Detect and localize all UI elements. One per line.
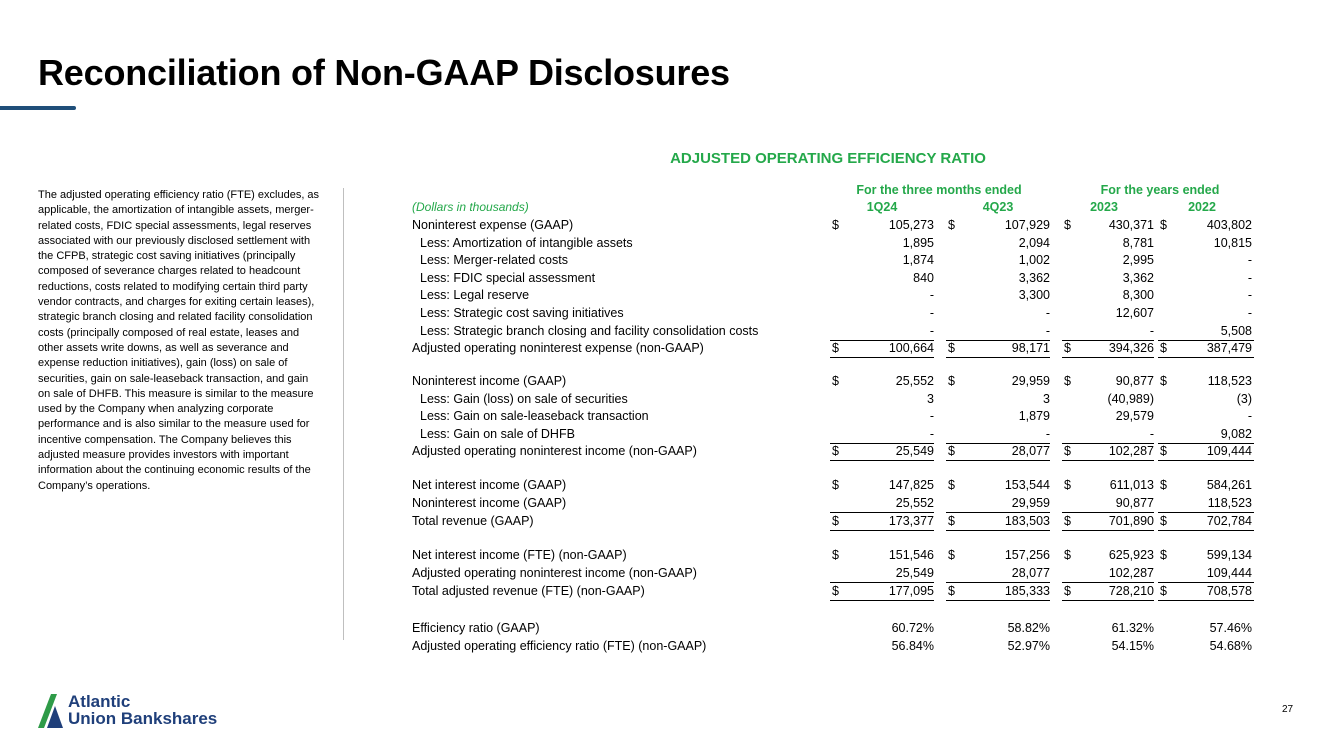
units-label: (Dollars in thousands) bbox=[412, 200, 529, 214]
cell-value: 3,300 bbox=[1018, 288, 1050, 302]
total-rule bbox=[1062, 460, 1154, 461]
cell-value: 1,879 bbox=[1018, 409, 1050, 423]
dollar-sign: $ bbox=[1064, 478, 1071, 492]
cell-value: 611,013 bbox=[1109, 478, 1154, 492]
cell-value: (40,989) bbox=[1107, 392, 1154, 406]
table-row bbox=[412, 287, 1254, 304]
cell-value: 840 bbox=[913, 271, 934, 285]
dollar-sign: $ bbox=[1064, 341, 1071, 355]
row-label: Net interest income (FTE) (non-GAAP) bbox=[412, 548, 627, 562]
cell-value: 105,273 bbox=[888, 218, 934, 232]
cell-value: 183,503 bbox=[1004, 514, 1050, 528]
cell-value: 118,523 bbox=[1207, 496, 1252, 510]
total-rule bbox=[830, 357, 934, 358]
cell-value: - bbox=[929, 324, 934, 338]
cell-value: 28,077 bbox=[1011, 566, 1050, 580]
cell-value: 403,802 bbox=[1206, 218, 1252, 232]
cell-value: 8,300 bbox=[1122, 288, 1154, 302]
cell-value: 1,895 bbox=[902, 236, 934, 250]
cell-value: 3 bbox=[927, 392, 934, 406]
logo-line-2: Union Bankshares bbox=[68, 709, 218, 728]
cell-value: 28,077 bbox=[1011, 444, 1050, 458]
column-header-1q24: 1Q24 bbox=[866, 200, 898, 214]
cell-value: - bbox=[929, 288, 934, 302]
row-label: Noninterest expense (GAAP) bbox=[412, 218, 574, 232]
row-label: Efficiency ratio (GAAP) bbox=[412, 621, 540, 635]
dollar-sign: $ bbox=[948, 478, 955, 492]
cell-value: - bbox=[929, 409, 934, 423]
page-number: 27 bbox=[1282, 704, 1294, 715]
page-title: Reconciliation of Non-GAAP Disclosures bbox=[38, 52, 730, 93]
cell-value: 1,002 bbox=[1018, 253, 1050, 267]
cell-value: 151,546 bbox=[888, 548, 934, 562]
table-row bbox=[412, 340, 1254, 357]
group-header-quarters: For the three months ended bbox=[856, 183, 1022, 197]
total-rule bbox=[830, 530, 934, 531]
table-title: ADJUSTED OPERATING EFFICIENCY RATIO bbox=[670, 150, 986, 167]
cell-value: 1,874 bbox=[902, 253, 934, 267]
dollar-sign: $ bbox=[832, 584, 839, 598]
cell-value: 701,890 bbox=[1108, 514, 1154, 528]
total-rule bbox=[1062, 600, 1154, 601]
cell-value: - bbox=[1247, 306, 1252, 320]
company-logo bbox=[38, 693, 268, 729]
cell-value: 2,995 bbox=[1122, 253, 1154, 267]
cell-value: 60.72% bbox=[891, 621, 934, 635]
cell-value: 29,579 bbox=[1115, 409, 1154, 423]
cell-value: 100,664 bbox=[888, 341, 934, 355]
cell-value: - bbox=[1045, 306, 1050, 320]
dollar-sign: $ bbox=[1160, 478, 1167, 492]
row-label: Adjusted operating noninterest income (non-GAAP) bbox=[412, 566, 697, 580]
total-rule bbox=[1158, 530, 1254, 531]
cell-value: 394,326 bbox=[1108, 341, 1154, 355]
cell-value: 107,929 bbox=[1004, 218, 1050, 232]
cell-value: 61.32% bbox=[1111, 621, 1154, 635]
dollar-sign: $ bbox=[832, 341, 839, 355]
table-row bbox=[412, 426, 1254, 443]
total-rule bbox=[830, 600, 934, 601]
total-rule bbox=[946, 460, 1050, 461]
column-header-2023: 2023 bbox=[1090, 200, 1118, 214]
dollar-sign: $ bbox=[1064, 584, 1071, 598]
table-row bbox=[412, 305, 1254, 322]
cell-value: 25,549 bbox=[895, 566, 934, 580]
cell-value: - bbox=[1247, 253, 1252, 267]
cell-value: 5,508 bbox=[1220, 324, 1252, 338]
table-row bbox=[412, 495, 1254, 512]
cell-value: 109,444 bbox=[1206, 566, 1252, 580]
table-row bbox=[412, 443, 1254, 460]
cell-value: - bbox=[1247, 288, 1252, 302]
cell-value: 54.15% bbox=[1111, 639, 1154, 653]
table-row bbox=[412, 235, 1254, 252]
dollar-sign: $ bbox=[832, 444, 839, 458]
dollar-sign: $ bbox=[832, 218, 839, 232]
row-label: Adjusted operating noninterest expense (non-GAAP) bbox=[412, 341, 704, 355]
dollar-sign: $ bbox=[948, 584, 955, 598]
table-row bbox=[412, 408, 1254, 425]
row-label: Adjusted operating efficiency ratio (FTE) (non-GAAP) bbox=[412, 639, 707, 653]
cell-value: 56.84% bbox=[891, 639, 934, 653]
cell-value: 3,362 bbox=[1018, 271, 1050, 285]
cell-value: - bbox=[1247, 409, 1252, 423]
cell-value: 90,877 bbox=[1115, 374, 1154, 388]
table-row bbox=[412, 252, 1254, 269]
dollar-sign: $ bbox=[948, 548, 955, 562]
cell-value: 3,362 bbox=[1122, 271, 1154, 285]
cell-value: 29,959 bbox=[1011, 374, 1050, 388]
cell-value: - bbox=[1045, 427, 1050, 441]
cell-value: - bbox=[1149, 324, 1154, 338]
row-label: Noninterest income (GAAP) bbox=[412, 374, 567, 388]
row-label: Less: Amortization of intangible assets bbox=[420, 236, 633, 250]
cell-value: 58.82% bbox=[1007, 621, 1050, 635]
cell-value: - bbox=[1045, 324, 1050, 338]
dollar-sign: $ bbox=[1160, 444, 1167, 458]
cell-value: - bbox=[1149, 427, 1154, 441]
dollar-sign: $ bbox=[1160, 548, 1167, 562]
dollar-sign: $ bbox=[948, 218, 955, 232]
dollar-sign: $ bbox=[1160, 218, 1167, 232]
title-underline-rule bbox=[0, 106, 76, 110]
logo-text bbox=[68, 693, 217, 727]
cell-value: 57.46% bbox=[1209, 621, 1252, 635]
cell-value: 12,607 bbox=[1115, 306, 1154, 320]
table-row bbox=[412, 391, 1254, 408]
cell-value: 147,825 bbox=[888, 478, 934, 492]
dollar-sign: $ bbox=[1160, 341, 1167, 355]
row-label: Less: Legal reserve bbox=[420, 288, 530, 302]
dollar-sign: $ bbox=[1160, 374, 1167, 388]
table-row bbox=[412, 547, 1254, 564]
cell-value: - bbox=[1247, 271, 1252, 285]
cell-value: 25,552 bbox=[895, 374, 934, 388]
cell-value: - bbox=[929, 427, 934, 441]
row-label: Net interest income (GAAP) bbox=[412, 478, 567, 492]
table-row bbox=[412, 565, 1254, 582]
table-row bbox=[412, 373, 1254, 390]
dollar-sign: $ bbox=[948, 374, 955, 388]
total-rule bbox=[1158, 600, 1254, 601]
total-rule bbox=[1062, 357, 1154, 358]
cell-value: 177,095 bbox=[888, 584, 934, 598]
cell-value: 109,444 bbox=[1206, 444, 1252, 458]
row-label: Less: Gain on sale-leaseback transaction bbox=[420, 409, 649, 423]
cell-value: 25,549 bbox=[895, 444, 934, 458]
total-rule bbox=[946, 530, 1050, 531]
row-label: Less: Gain on sale of DHFB bbox=[420, 427, 575, 441]
row-label: Noninterest income (GAAP) bbox=[412, 496, 567, 510]
row-label: Less: Gain (loss) on sale of securities bbox=[420, 392, 628, 406]
cell-value: 102,287 bbox=[1108, 566, 1154, 580]
cell-value: 702,784 bbox=[1206, 514, 1252, 528]
cell-value: 118,523 bbox=[1207, 374, 1252, 388]
table-row bbox=[412, 217, 1254, 234]
cell-value: 387,479 bbox=[1206, 341, 1252, 355]
cell-value: 728,210 bbox=[1108, 584, 1154, 598]
column-header-4q23: 4Q23 bbox=[982, 200, 1014, 214]
cell-value: 98,171 bbox=[1011, 341, 1050, 355]
cell-value: 157,256 bbox=[1004, 548, 1050, 562]
cell-value: 90,877 bbox=[1115, 496, 1154, 510]
cell-value: 9,082 bbox=[1220, 427, 1252, 441]
column-header-2022: 2022 bbox=[1188, 200, 1216, 214]
row-label: Less: Strategic cost saving initiatives bbox=[420, 306, 624, 320]
cell-value: 584,261 bbox=[1206, 478, 1252, 492]
description-text: The adjusted operating efficiency ratio (FTE) excludes, as applicable, the amortization of intangible assets, merger-related costs, FDIC special assessments, legal reserves associated with our previously disclosed settlement with the CFPB, strategic cost saving initiatives (principally composed of severance charges related to headcount reductions, costs related to modifying certain third party vendor contracts, and charges for exiting certain leases), strategic branch closing and related facility consolidation costs (principally composed of real estate, leases and other assets write downs, as well as severance and expense reduction initiatives), gain (loss) on sale of securities, gain on sale-leaseback transaction, and gain on sale of DHFB. This measure is similar to the measure used by the Company when analyzing corporate performance and is also similar to the measure used for incentive compensation. The Company believes this adjusted measure provides investors with important information about the continuing economic results of the Company’s operations. bbox=[38, 189, 320, 492]
table-row bbox=[412, 477, 1254, 494]
total-rule bbox=[946, 357, 1050, 358]
row-label: Less: Merger-related costs bbox=[420, 253, 568, 267]
cell-value: 52.97% bbox=[1007, 639, 1050, 653]
dollar-sign: $ bbox=[1064, 444, 1071, 458]
logo-line-1: Atlantic bbox=[68, 692, 131, 711]
dollar-sign: $ bbox=[832, 478, 839, 492]
cell-value: 25,552 bbox=[895, 496, 934, 510]
dollar-sign: $ bbox=[1160, 514, 1167, 528]
table-row bbox=[412, 583, 1254, 600]
table-row bbox=[412, 620, 1254, 637]
dollar-sign: $ bbox=[948, 341, 955, 355]
cell-value: 29,959 bbox=[1011, 496, 1050, 510]
cell-value: 2,094 bbox=[1018, 236, 1050, 250]
row-label: Total adjusted revenue (FTE) (non-GAAP) bbox=[412, 584, 645, 598]
dollar-sign: $ bbox=[1160, 584, 1167, 598]
dollar-sign: $ bbox=[832, 374, 839, 388]
group-header-years: For the years ended bbox=[1100, 183, 1220, 197]
dollar-sign: $ bbox=[948, 444, 955, 458]
dollar-sign: $ bbox=[832, 548, 839, 562]
cell-value: 599,134 bbox=[1206, 548, 1252, 562]
table-row bbox=[412, 513, 1254, 530]
cell-value: 54.68% bbox=[1209, 639, 1252, 653]
vertical-divider bbox=[343, 188, 344, 640]
cell-value: 185,333 bbox=[1004, 584, 1050, 598]
cell-value: - bbox=[929, 306, 934, 320]
dollar-sign: $ bbox=[1064, 374, 1071, 388]
total-rule bbox=[1158, 357, 1254, 358]
dollar-sign: $ bbox=[1064, 548, 1071, 562]
cell-value: 102,287 bbox=[1108, 444, 1154, 458]
dollar-sign: $ bbox=[1064, 514, 1071, 528]
row-label: Adjusted operating noninterest income (non-GAAP) bbox=[412, 444, 697, 458]
table-row bbox=[412, 270, 1254, 287]
dollar-sign: $ bbox=[948, 514, 955, 528]
row-label: Total revenue (GAAP) bbox=[412, 514, 534, 528]
table-row bbox=[412, 638, 1254, 655]
cell-value: 3 bbox=[1043, 392, 1050, 406]
cell-value: 10,815 bbox=[1213, 236, 1252, 250]
cell-value: (3) bbox=[1236, 392, 1252, 406]
triangle-logo-icon bbox=[38, 694, 66, 728]
table-row bbox=[412, 323, 1254, 340]
cell-value: 430,371 bbox=[1108, 218, 1154, 232]
dollar-sign: $ bbox=[1064, 218, 1071, 232]
cell-value: 625,923 bbox=[1108, 548, 1154, 562]
cell-value: 8,781 bbox=[1122, 236, 1154, 250]
row-label: Less: Strategic branch closing and facility consolidation costs bbox=[420, 324, 759, 338]
cell-value: 173,377 bbox=[888, 514, 934, 528]
dollar-sign: $ bbox=[832, 514, 839, 528]
total-rule bbox=[946, 600, 1050, 601]
cell-value: 153,544 bbox=[1004, 478, 1050, 492]
total-rule bbox=[1158, 460, 1254, 461]
total-rule bbox=[1062, 530, 1154, 531]
cell-value: 708,578 bbox=[1206, 584, 1252, 598]
row-label: Less: FDIC special assessment bbox=[420, 271, 596, 285]
total-rule bbox=[830, 460, 934, 461]
